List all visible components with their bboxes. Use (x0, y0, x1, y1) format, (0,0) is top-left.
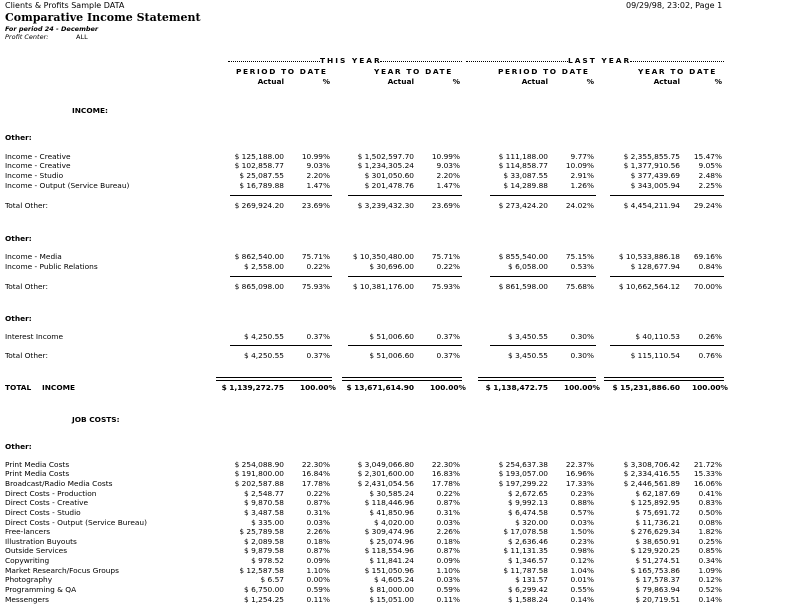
amount-cell: $ 10,381,176.00 (352, 282, 414, 291)
amount-cell: $ 33,087.55 (503, 171, 548, 180)
amount-cell: $ 41,850.96 (369, 508, 414, 517)
percent-cell: 0.52% (698, 585, 722, 594)
amount-cell: $ 11,841.24 (369, 556, 414, 565)
percent-cell: 10.09% (565, 161, 594, 170)
ly-ptd-actual-header: Actual (521, 77, 548, 86)
percent-cell: 0.87% (306, 498, 330, 507)
percent-cell: 23.69% (301, 201, 330, 210)
percent-cell: 16.84% (301, 469, 330, 478)
percent-cell: 16.83% (431, 469, 460, 478)
amount-cell: $ 1,234,305.24 (357, 161, 414, 170)
amount-cell: $ 11,131.35 (503, 546, 548, 555)
line-item-label: Print Media Costs (5, 460, 70, 469)
grand-total-rule (216, 377, 332, 381)
line-item-label: Market Research/Focus Groups (5, 566, 119, 575)
ly-ytd-actual-header: Actual (653, 77, 680, 86)
amount-cell: $ 131.57 (515, 575, 548, 584)
amount-cell: $ 2,548.77 (244, 489, 284, 498)
percent-cell: 0.31% (306, 508, 330, 517)
grand-total-rule (342, 377, 462, 381)
line-item-label: Programming & QA (5, 585, 77, 594)
percent-cell: 0.22% (306, 262, 330, 271)
group-heading: Other: (5, 442, 32, 451)
percent-cell: 0.34% (698, 556, 722, 565)
subtotal-rule (230, 276, 332, 277)
line-item-label: Income - Studio (5, 171, 64, 180)
percent-cell: 0.23% (570, 537, 594, 546)
percent-cell: 9.77% (570, 152, 594, 161)
amount-cell: $ 2,355,855.75 (623, 152, 680, 161)
percent-cell: 0.22% (436, 262, 460, 271)
percent-cell: 21.72% (693, 460, 722, 469)
amount-cell: $ 978.52 (251, 556, 284, 565)
line-item-label: Messengers (5, 595, 49, 604)
last-year-ytd-header: YEAR TO DATE (638, 67, 717, 76)
percent-cell: 0.11% (306, 595, 330, 604)
amount-cell: $ 1,588.24 (508, 595, 548, 604)
percent-cell: 75.71% (301, 252, 330, 261)
subtotal-rule (490, 345, 596, 346)
percent-cell: 1.26% (570, 181, 594, 190)
amount-cell: $ 165,753.86 (630, 566, 680, 575)
amount-cell: $ 193,057.00 (498, 469, 548, 478)
amount-cell: $ 4,250.55 (244, 332, 284, 341)
percent-cell: 0.59% (436, 585, 460, 594)
report-title: Comparative Income Statement (5, 11, 201, 24)
percent-cell: 75.93% (301, 282, 330, 291)
subtotal-rule (348, 195, 462, 196)
profit-center-label: Profit Center: (5, 33, 49, 41)
percent-cell: 2.26% (436, 527, 460, 536)
amount-cell: $ 16,789.88 (239, 181, 284, 190)
amount-cell: $ 855,540.00 (498, 252, 548, 261)
percent-cell: 23.69% (431, 201, 460, 210)
amount-cell: $ 2,672.65 (508, 489, 548, 498)
amount-cell: $ 2,089.58 (244, 537, 284, 546)
amount-cell: $ 14,289.88 (503, 181, 548, 190)
group-heading: Other: (5, 234, 32, 243)
amount-cell: $ 2,431,054.56 (357, 479, 414, 488)
percent-cell: 0.88% (570, 498, 594, 507)
amount-cell: $ 75,691.72 (635, 508, 680, 517)
amount-cell: $ 125,892.95 (630, 498, 680, 507)
subtotal-rule (610, 276, 724, 277)
group-heading: Other: (5, 133, 32, 142)
amount-cell: $ 25,087.55 (239, 171, 284, 180)
percent-cell: 100.00% (564, 383, 600, 392)
subtotal-rule (230, 345, 332, 346)
line-item-label: Income - Public Relations (5, 262, 98, 271)
percent-cell: 0.01% (570, 575, 594, 584)
amount-cell: $ 4,605.24 (374, 575, 414, 584)
percent-cell: 0.12% (570, 556, 594, 565)
percent-cell: 2.25% (698, 181, 722, 190)
amount-cell: $ 202,587.88 (234, 479, 284, 488)
amount-cell: $ 6,474.58 (508, 508, 548, 517)
amount-cell: $ 9,870.58 (244, 498, 284, 507)
amount-cell: $ 269,924.20 (234, 201, 284, 210)
percent-cell: 0.08% (698, 518, 722, 527)
percent-cell: 75.15% (565, 252, 594, 261)
line-item-label: Interest Income (5, 332, 64, 341)
percent-cell: 15.47% (693, 152, 722, 161)
percent-cell: 2.26% (306, 527, 330, 536)
percent-cell: 0.37% (306, 351, 330, 360)
subtotal-rule (610, 195, 724, 196)
percent-cell: 1.10% (306, 566, 330, 575)
amount-cell: $ 129,920.25 (630, 546, 680, 555)
percent-cell: 0.00% (306, 575, 330, 584)
amount-cell: $ 2,301,600.00 (357, 469, 414, 478)
amount-cell: $ 12,587.58 (239, 566, 284, 575)
subtotal-rule (230, 195, 332, 196)
percent-cell: 0.41% (698, 489, 722, 498)
percent-cell: 0.03% (436, 518, 460, 527)
amount-cell: $ 1,377,910.56 (623, 161, 680, 170)
amount-cell: $ 17,078.58 (503, 527, 548, 536)
percent-cell: 16.96% (565, 469, 594, 478)
percent-cell: 2.20% (306, 171, 330, 180)
percent-cell: 0.83% (698, 498, 722, 507)
percent-cell: 0.26% (698, 332, 722, 341)
percent-cell: 0.14% (698, 595, 722, 604)
amount-cell: $ 3,450.55 (508, 351, 548, 360)
line-item-label: Photography (5, 575, 53, 584)
amount-cell: $ 254,088.90 (234, 460, 284, 469)
line-item-label: Income - Creative (5, 152, 71, 161)
amount-cell: $ 125,188.00 (234, 152, 284, 161)
ty-ptd-pct-header: % (322, 77, 330, 86)
amount-cell: $ 343,005.94 (630, 181, 680, 190)
amount-cell: $ 2,446,561.89 (623, 479, 680, 488)
amount-cell: $ 865,098.00 (234, 282, 284, 291)
percent-cell: 0.87% (436, 498, 460, 507)
amount-cell: $ 254,637.38 (498, 460, 548, 469)
amount-cell: $ 62,187.69 (635, 489, 680, 498)
percent-cell: 75.93% (431, 282, 460, 291)
percent-cell: 16.06% (693, 479, 722, 488)
amount-cell: $ 51,274.51 (635, 556, 680, 565)
amount-cell: $ 276,629.34 (630, 527, 680, 536)
amount-cell: $ 6,750.00 (244, 585, 284, 594)
line-item-label: Direct Costs - Production (5, 489, 97, 498)
amount-cell: $ 51,006.60 (369, 351, 414, 360)
percent-cell: 69.16% (693, 252, 722, 261)
percent-cell: 17.33% (565, 479, 594, 488)
line-item-label: Income - Media (5, 252, 62, 261)
amount-cell: $ 25,074.96 (369, 537, 414, 546)
percent-cell: 22.37% (565, 460, 594, 469)
amount-cell: $ 197,299.22 (498, 479, 548, 488)
percent-cell: 10.99% (301, 152, 330, 161)
amount-cell: $ 320.00 (515, 518, 548, 527)
line-item-label: Illustration Buyouts (5, 537, 77, 546)
amount-cell: $ 3,450.55 (508, 332, 548, 341)
grand-total-label-category: INCOME (42, 383, 76, 392)
group-heading: Other: (5, 314, 32, 323)
last-year-header: LAST YEAR (568, 56, 632, 65)
amount-cell: $ 2,334,416.55 (623, 469, 680, 478)
percent-cell: 2.20% (436, 171, 460, 180)
amount-cell: $ 20,719.51 (635, 595, 680, 604)
amount-cell: $ 30,696.00 (369, 262, 414, 271)
percent-cell: 0.12% (698, 575, 722, 584)
percent-cell: 0.18% (436, 537, 460, 546)
subtotal-label: Total Other: (5, 282, 48, 291)
line-item-label: Print Media Costs (5, 469, 70, 478)
amount-cell: $ 4,454,211.94 (623, 201, 680, 210)
percent-cell: 0.85% (698, 546, 722, 555)
amount-cell: $ 2,636.46 (508, 537, 548, 546)
subtotal-label: Total Other: (5, 351, 48, 360)
amount-cell: $ 3,239,432.30 (357, 201, 414, 210)
percent-cell: 0.03% (570, 518, 594, 527)
amount-cell: $ 11,736.21 (635, 518, 680, 527)
percent-cell: 29.24% (693, 201, 722, 210)
percent-cell: 0.37% (306, 332, 330, 341)
amount-cell: $ 9,992.13 (508, 498, 548, 507)
amount-cell: $ 201,478.76 (364, 181, 414, 190)
grand-total-label: TOTAL (5, 383, 32, 392)
percent-cell: 1.82% (698, 527, 722, 536)
line-item-label: Income - Creative (5, 161, 71, 170)
ly-ytd-pct-header: % (714, 77, 722, 86)
percent-cell: 1.50% (570, 527, 594, 536)
percent-cell: 0.57% (570, 508, 594, 517)
amount-cell: $ 3,487.58 (244, 508, 284, 517)
percent-cell: 1.09% (698, 566, 722, 575)
amount-cell: $ 128,677.94 (630, 262, 680, 271)
company-name: Clients & Profits Sample DATA (5, 1, 125, 10)
line-item-label: Broadcast/Radio Media Costs (5, 479, 113, 488)
amount-cell: $ 115,110.54 (630, 351, 680, 360)
this-year-ptd-header: PERIOD TO DATE (236, 67, 328, 76)
line-item-label: Free-lancers (5, 527, 51, 536)
amount-cell: $ 118,446.96 (364, 498, 414, 507)
subtotal-label: Total Other: (5, 201, 48, 210)
subtotal-rule (610, 345, 724, 346)
percent-cell: 0.84% (698, 262, 722, 271)
percent-cell: 2.91% (570, 171, 594, 180)
line-item-label: Outside Services (5, 546, 68, 555)
amount-cell: $ 4,250.55 (244, 351, 284, 360)
line-item-label: Income - Output (Service Bureau) (5, 181, 130, 190)
percent-cell: 75.68% (565, 282, 594, 291)
line-item-label: Direct Costs - Studio (5, 508, 81, 517)
percent-cell: 0.53% (570, 262, 594, 271)
amount-cell: $ 11,787.58 (503, 566, 548, 575)
amount-cell: $ 10,533,886.18 (618, 252, 680, 261)
percent-cell: 100.00% (430, 383, 466, 392)
amount-cell: $ 1,346.57 (508, 556, 548, 565)
percent-cell: 0.87% (306, 546, 330, 555)
line-item-label: Direct Costs - Output (Service Bureau) (5, 518, 147, 527)
subtotal-rule (490, 195, 596, 196)
percent-cell: 2.48% (698, 171, 722, 180)
percent-cell: 15.33% (693, 469, 722, 478)
percent-cell: 0.37% (436, 351, 460, 360)
amount-cell: $ 40,110.53 (635, 332, 680, 341)
amount-cell: $ 15,231,886.60 (612, 383, 680, 392)
percent-cell: 0.30% (570, 332, 594, 341)
amount-cell: $ 1,502,597.70 (357, 152, 414, 161)
amount-cell: $ 13,671,614.90 (346, 383, 414, 392)
percent-cell: 0.23% (570, 489, 594, 498)
subtotal-rule (490, 276, 596, 277)
percent-cell: 0.50% (698, 508, 722, 517)
percent-cell: 0.59% (306, 585, 330, 594)
amount-cell: $ 3,308,706.42 (623, 460, 680, 469)
percent-cell: 0.22% (436, 489, 460, 498)
amount-cell: $ 51,006.60 (369, 332, 414, 341)
ty-ytd-pct-header: % (452, 77, 460, 86)
percent-cell: 1.10% (436, 566, 460, 575)
amount-cell: $ 301,050.60 (364, 171, 414, 180)
ly-ptd-pct-header: % (586, 77, 594, 86)
section-heading: INCOME: (72, 106, 109, 115)
report-period: For period 24 - December (5, 25, 99, 33)
percent-cell: 0.55% (570, 585, 594, 594)
amount-cell: $ 862,540.00 (234, 252, 284, 261)
percent-cell: 24.02% (565, 201, 594, 210)
percent-cell: 0.98% (570, 546, 594, 555)
percent-cell: 22.30% (431, 460, 460, 469)
percent-cell: 9.03% (306, 161, 330, 170)
percent-cell: 100.00% (300, 383, 336, 392)
percent-cell: 0.14% (570, 595, 594, 604)
percent-cell: 0.25% (698, 537, 722, 546)
amount-cell: $ 1,139,272.75 (221, 383, 284, 392)
amount-cell: $ 3,049,066.80 (357, 460, 414, 469)
profit-center-value: ALL (76, 33, 88, 41)
amount-cell: $ 1,138,472.75 (485, 383, 548, 392)
percent-cell: 9.05% (698, 161, 722, 170)
amount-cell: $ 335.00 (251, 518, 284, 527)
amount-cell: $ 79,863.94 (635, 585, 680, 594)
percent-cell: 1.47% (306, 181, 330, 190)
grand-total-rule (604, 377, 724, 381)
this-year-header: THIS YEAR (320, 56, 382, 65)
last-year-ptd-header: PERIOD TO DATE (498, 67, 590, 76)
amount-cell: $ 151,050.96 (364, 566, 414, 575)
amount-cell: $ 4,020.00 (374, 518, 414, 527)
amount-cell: $ 6,299.42 (508, 585, 548, 594)
amount-cell: $ 114,858.77 (498, 161, 548, 170)
amount-cell: $ 30,585.24 (369, 489, 414, 498)
percent-cell: 0.09% (436, 556, 460, 565)
amount-cell: $ 861,598.00 (498, 282, 548, 291)
amount-cell: $ 10,662,564.12 (618, 282, 680, 291)
this-year-ytd-header: YEAR TO DATE (374, 67, 453, 76)
ty-ytd-actual-header: Actual (387, 77, 414, 86)
amount-cell: $ 17,578.37 (635, 575, 680, 584)
percent-cell: 75.71% (431, 252, 460, 261)
amount-cell: $ 1,254.25 (244, 595, 284, 604)
amount-cell: $ 25,789.58 (239, 527, 284, 536)
percent-cell: 0.03% (436, 575, 460, 584)
percent-cell: 0.09% (306, 556, 330, 565)
amount-cell: $ 273,424.20 (498, 201, 548, 210)
percent-cell: 0.18% (306, 537, 330, 546)
grand-total-rule (478, 377, 596, 381)
amount-cell: $ 377,439.69 (630, 171, 680, 180)
percent-cell: 0.87% (436, 546, 460, 555)
percent-cell: 17.78% (431, 479, 460, 488)
percent-cell: 1.04% (570, 566, 594, 575)
percent-cell: 0.37% (436, 332, 460, 341)
amount-cell: $ 81,000.00 (369, 585, 414, 594)
amount-cell: $ 9,879.58 (244, 546, 284, 555)
percent-cell: 0.31% (436, 508, 460, 517)
amount-cell: $ 191,800.00 (234, 469, 284, 478)
amount-cell: $ 15,051.00 (369, 595, 414, 604)
percent-cell: 22.30% (301, 460, 330, 469)
amount-cell: $ 111,188.00 (498, 152, 548, 161)
amount-cell: $ 2,558.00 (244, 262, 284, 271)
percent-cell: 10.99% (431, 152, 460, 161)
amount-cell: $ 118,554.96 (364, 546, 414, 555)
percent-cell: 0.22% (306, 489, 330, 498)
amount-cell: $ 38,650.91 (635, 537, 680, 546)
section-heading: JOB COSTS: (72, 415, 120, 424)
percent-cell: 1.47% (436, 181, 460, 190)
amount-cell: $ 6,058.00 (508, 262, 548, 271)
report-timestamp: 09/29/98, 23:02, Page 1 (626, 1, 723, 10)
percent-cell: 0.11% (436, 595, 460, 604)
amount-cell: $ 10,350,480.00 (352, 252, 414, 261)
percent-cell: 0.30% (570, 351, 594, 360)
subtotal-rule (348, 276, 462, 277)
amount-cell: $ 309,474.96 (364, 527, 414, 536)
percent-cell: 70.00% (693, 282, 722, 291)
amount-cell: $ 6.57 (260, 575, 284, 584)
percent-cell: 0.76% (698, 351, 722, 360)
percent-cell: 9.03% (436, 161, 460, 170)
ty-ptd-actual-header: Actual (257, 77, 284, 86)
line-item-label: Copywriting (5, 556, 50, 565)
percent-cell: 0.03% (306, 518, 330, 527)
subtotal-rule (348, 345, 462, 346)
percent-cell: 100.00% (692, 383, 728, 392)
percent-cell: 17.78% (301, 479, 330, 488)
line-item-label: Direct Costs - Creative (5, 498, 89, 507)
amount-cell: $ 102,858.77 (234, 161, 284, 170)
